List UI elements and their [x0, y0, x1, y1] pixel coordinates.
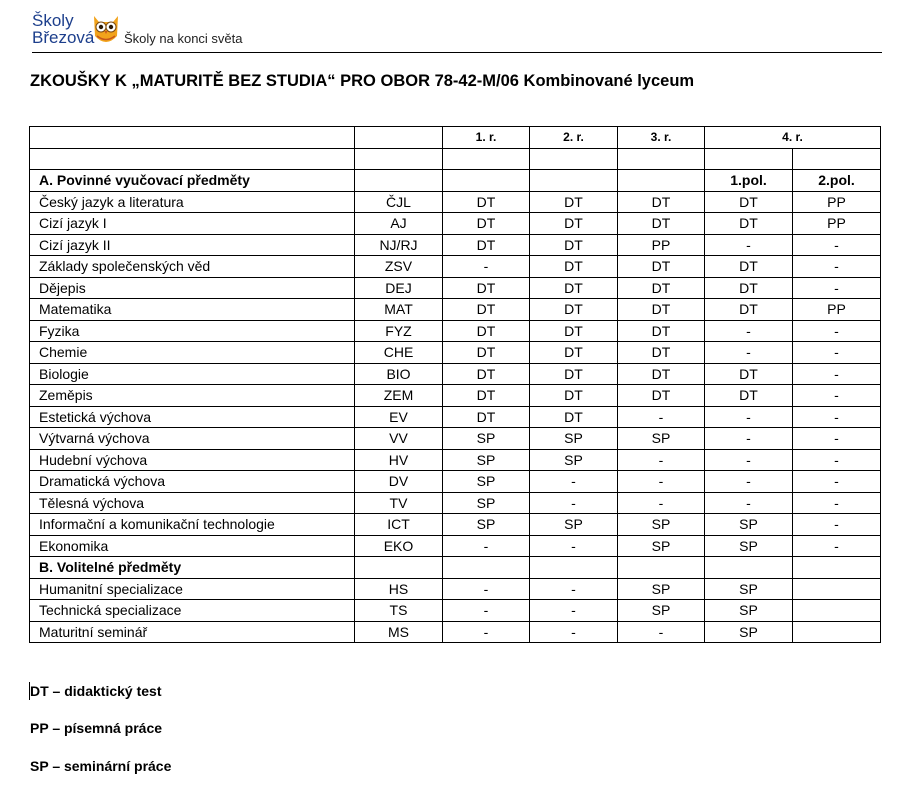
exam-table	[29, 126, 881, 643]
year-2-exam: DT	[530, 299, 618, 321]
year-4-sem-1-exam: -	[705, 406, 793, 428]
year-4-sem-2-exam: -	[793, 342, 881, 364]
year-3-exam: SP	[618, 535, 705, 557]
table-row	[30, 428, 881, 450]
subject-code: EKO	[355, 535, 443, 557]
year-3-exam: DT	[618, 191, 705, 213]
header-empty-cell	[30, 127, 355, 149]
year-4-sem-2-exam: -	[793, 234, 881, 256]
year-1-header: 1. r.	[443, 127, 530, 149]
school-slogan: Školy na konci světa	[124, 31, 243, 46]
year-1-exam: DT	[443, 363, 530, 385]
subject-code: AJ	[355, 213, 443, 235]
year-2-header: 2. r.	[530, 127, 618, 149]
table-row	[30, 535, 881, 557]
year-2-exam: DT	[530, 363, 618, 385]
year-3-exam: DT	[618, 320, 705, 342]
table-row	[30, 320, 881, 342]
table-row	[30, 213, 881, 235]
year-4-sem-2-exam: PP	[793, 299, 881, 321]
subject-code: BIO	[355, 363, 443, 385]
subject-name: Estetická výchova	[30, 406, 355, 428]
subject-code: TV	[355, 492, 443, 514]
year-1-exam: DT	[443, 342, 530, 364]
blank-cell	[705, 557, 793, 579]
year-4-sem-2-exam: -	[793, 492, 881, 514]
year-4-sem-1-exam: SP	[705, 514, 793, 536]
table-row	[30, 578, 881, 600]
year-2-exam: -	[530, 471, 618, 493]
year-4-sem-2-exam: -	[793, 471, 881, 493]
year-1-exam: DT	[443, 385, 530, 407]
year-3-exam: DT	[618, 342, 705, 364]
table-row	[30, 471, 881, 493]
section-a-heading: A. Povinné vyučovací předměty	[30, 170, 355, 192]
year-2-exam: -	[530, 492, 618, 514]
year-3-exam: DT	[618, 277, 705, 299]
table-row	[30, 363, 881, 385]
year-4-header: 4. r.	[705, 127, 881, 149]
year-1-exam: -	[443, 621, 530, 643]
subject-name: Humanitní specializace	[30, 578, 355, 600]
subject-code: ICT	[355, 514, 443, 536]
year-1-exam: SP	[443, 514, 530, 536]
year-3-exam: -	[618, 492, 705, 514]
year-3-exam: -	[618, 449, 705, 471]
semester-1-header: 1.pol.	[705, 170, 793, 192]
table-row	[30, 256, 881, 278]
subject-code: NJ/RJ	[355, 234, 443, 256]
year-3-exam: -	[618, 406, 705, 428]
year-1-exam: DT	[443, 191, 530, 213]
table-row	[30, 514, 881, 536]
table-row	[30, 234, 881, 256]
owl-logo-icon	[91, 10, 121, 46]
blank-cell	[355, 148, 443, 170]
subject-name: Informační a komunikační technologie	[30, 514, 355, 536]
subject-code: HV	[355, 449, 443, 471]
table-row	[30, 342, 881, 364]
legend-sp: SP – seminární práce	[30, 758, 172, 774]
blank-cell	[530, 148, 618, 170]
subject-code: EV	[355, 406, 443, 428]
year-4-sem-1-exam: -	[705, 320, 793, 342]
year-1-exam: -	[443, 256, 530, 278]
table-row	[30, 191, 881, 213]
year-1-exam: SP	[443, 471, 530, 493]
year-3-exam: DT	[618, 213, 705, 235]
year-3-exam: SP	[618, 428, 705, 450]
year-3-exam: SP	[618, 600, 705, 622]
year-4-sem-1-exam: DT	[705, 213, 793, 235]
subject-code: CHE	[355, 342, 443, 364]
subject-code: MS	[355, 621, 443, 643]
blank-cell	[618, 557, 705, 579]
year-4-sem-1-exam: -	[705, 449, 793, 471]
year-3-exam: -	[618, 621, 705, 643]
table-row	[30, 449, 881, 471]
blank-cell	[443, 148, 530, 170]
year-3-exam: DT	[618, 256, 705, 278]
year-4-sem-1-exam: SP	[705, 535, 793, 557]
subject-code: DEJ	[355, 277, 443, 299]
year-2-exam: SP	[530, 449, 618, 471]
logo-line-1: Školy	[32, 11, 74, 30]
school-logo-text	[32, 12, 94, 46]
blank-row	[30, 148, 881, 170]
table-row	[30, 600, 881, 622]
table-row	[30, 621, 881, 643]
subject-name: Dějepis	[30, 277, 355, 299]
year-2-exam: DT	[530, 234, 618, 256]
year-4-sem-1-exam: -	[705, 234, 793, 256]
year-1-exam: -	[443, 535, 530, 557]
table-row	[30, 385, 881, 407]
subject-code: ČJL	[355, 191, 443, 213]
year-2-exam: DT	[530, 385, 618, 407]
blank-cell	[443, 557, 530, 579]
year-1-exam: SP	[443, 492, 530, 514]
year-2-exam: DT	[530, 213, 618, 235]
table-row	[30, 299, 881, 321]
subject-code: MAT	[355, 299, 443, 321]
table-row	[30, 406, 881, 428]
subject-code: DV	[355, 471, 443, 493]
year-2-exam: SP	[530, 514, 618, 536]
year-4-sem-1-exam: SP	[705, 578, 793, 600]
year-4-sem-1-exam: DT	[705, 363, 793, 385]
year-4-sem-2-exam: -	[793, 385, 881, 407]
year-4-sem-1-exam: DT	[705, 385, 793, 407]
year-2-exam: DT	[530, 342, 618, 364]
subject-name: Matematika	[30, 299, 355, 321]
subject-name: Český jazyk a literatura	[30, 191, 355, 213]
year-1-exam: DT	[443, 406, 530, 428]
year-4-sem-1-exam: DT	[705, 299, 793, 321]
year-3-exam: SP	[618, 514, 705, 536]
year-3-exam: DT	[618, 385, 705, 407]
blank-cell	[793, 148, 881, 170]
year-1-exam: DT	[443, 299, 530, 321]
year-4-sem-1-exam: -	[705, 428, 793, 450]
year-3-exam: DT	[618, 299, 705, 321]
year-3-exam: DT	[618, 363, 705, 385]
year-4-sem-1-exam: -	[705, 342, 793, 364]
year-4-sem-2-exam: -	[793, 449, 881, 471]
subject-name: Maturitní seminář	[30, 621, 355, 643]
header-empty-cell	[355, 127, 443, 149]
subject-name: Biologie	[30, 363, 355, 385]
document-header	[32, 10, 882, 53]
year-1-exam: DT	[443, 277, 530, 299]
year-4-sem-1-exam: -	[705, 492, 793, 514]
year-1-exam: SP	[443, 449, 530, 471]
subject-name: Fyzika	[30, 320, 355, 342]
subject-code: VV	[355, 428, 443, 450]
legend-dt: DT – didaktický test	[30, 683, 162, 699]
year-4-sem-2-exam	[793, 621, 881, 643]
year-4-sem-2-exam: PP	[793, 191, 881, 213]
year-4-sem-2-exam	[793, 578, 881, 600]
year-2-exam: DT	[530, 406, 618, 428]
year-4-sem-2-exam: -	[793, 277, 881, 299]
year-2-exam: DT	[530, 191, 618, 213]
table-row	[30, 277, 881, 299]
year-1-exam: DT	[443, 320, 530, 342]
blank-cell	[443, 170, 530, 192]
section-b-heading: B. Volitelné předměty	[30, 557, 355, 579]
year-header-row	[30, 127, 881, 149]
logo-line-2: Březová	[32, 28, 95, 47]
year-1-exam: -	[443, 578, 530, 600]
year-4-sem-1-exam: DT	[705, 277, 793, 299]
subject-name: Dramatická výchova	[30, 471, 355, 493]
subject-code: ZEM	[355, 385, 443, 407]
blank-cell	[355, 557, 443, 579]
year-3-exam: PP	[618, 234, 705, 256]
year-4-sem-2-exam: -	[793, 320, 881, 342]
year-2-exam: -	[530, 621, 618, 643]
subject-code: FYZ	[355, 320, 443, 342]
subject-name: Technická specializace	[30, 600, 355, 622]
section-a-row	[30, 170, 881, 192]
blank-cell	[530, 170, 618, 192]
year-4-sem-1-exam: SP	[705, 600, 793, 622]
blank-cell	[793, 557, 881, 579]
year-2-exam: -	[530, 578, 618, 600]
blank-cell	[705, 148, 793, 170]
page-title: ZKOUŠKY K „MATURITĚ BEZ STUDIA“ PRO OBOR 78-42-M/06 Kombinované lyceum	[30, 72, 695, 90]
year-4-sem-2-exam: PP	[793, 213, 881, 235]
year-4-sem-1-exam: -	[705, 471, 793, 493]
subject-name: Cizí jazyk II	[30, 234, 355, 256]
year-4-sem-2-exam: -	[793, 514, 881, 536]
year-4-sem-2-exam: -	[793, 363, 881, 385]
subject-code: ZSV	[355, 256, 443, 278]
year-3-header: 3. r.	[618, 127, 705, 149]
year-1-exam: -	[443, 600, 530, 622]
subject-name: Cizí jazyk I	[30, 213, 355, 235]
year-2-exam: DT	[530, 256, 618, 278]
section-b-row	[30, 557, 881, 579]
year-2-exam: SP	[530, 428, 618, 450]
blank-cell	[530, 557, 618, 579]
subject-code: TS	[355, 600, 443, 622]
year-2-exam: DT	[530, 320, 618, 342]
subject-name: Základy společenských věd	[30, 256, 355, 278]
year-4-sem-2-exam: -	[793, 428, 881, 450]
blank-cell	[355, 170, 443, 192]
year-2-exam: -	[530, 600, 618, 622]
legend-pp: PP – písemná práce	[30, 720, 163, 736]
subject-name: Zeměpis	[30, 385, 355, 407]
year-4-sem-2-exam: -	[793, 256, 881, 278]
year-4-sem-2-exam: -	[793, 535, 881, 557]
subject-name: Ekonomika	[30, 535, 355, 557]
year-3-exam: -	[618, 471, 705, 493]
table-row	[30, 492, 881, 514]
year-1-exam: DT	[443, 213, 530, 235]
year-4-sem-1-exam: DT	[705, 191, 793, 213]
year-3-exam: SP	[618, 578, 705, 600]
year-4-sem-1-exam: SP	[705, 621, 793, 643]
semester-2-header: 2.pol.	[793, 170, 881, 192]
year-2-exam: -	[530, 535, 618, 557]
subject-name: Hudební výchova	[30, 449, 355, 471]
year-4-sem-2-exam: -	[793, 406, 881, 428]
year-1-exam: DT	[443, 234, 530, 256]
blank-cell	[30, 148, 355, 170]
blank-cell	[618, 170, 705, 192]
year-2-exam: DT	[530, 277, 618, 299]
subject-name: Výtvarná výchova	[30, 428, 355, 450]
blank-cell	[618, 148, 705, 170]
year-4-sem-2-exam	[793, 600, 881, 622]
subject-code: HS	[355, 578, 443, 600]
subject-name: Tělesná výchova	[30, 492, 355, 514]
year-1-exam: SP	[443, 428, 530, 450]
year-4-sem-1-exam: DT	[705, 256, 793, 278]
subject-name: Chemie	[30, 342, 355, 364]
